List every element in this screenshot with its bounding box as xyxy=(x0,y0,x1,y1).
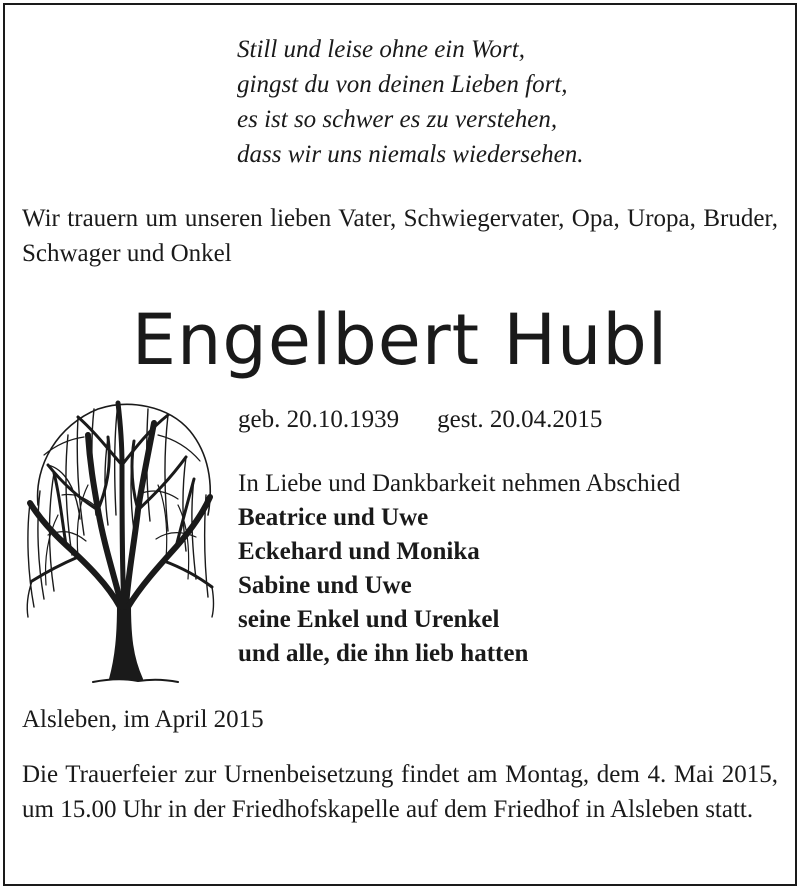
death-date: gest. 20.04.2015 xyxy=(437,406,603,433)
poem-line: es ist so schwer es zu verstehen, xyxy=(237,106,558,133)
mourner-item: Beatrice und Uwe xyxy=(238,504,429,531)
life-dates xyxy=(238,402,602,437)
mourner-item: und alle, die ihn lieb hatten xyxy=(238,640,529,667)
birth-date: geb. 20.10.1939 xyxy=(238,406,400,433)
poem-line: dass wir uns niemals wiedersehen. xyxy=(237,141,584,168)
farewell-lead: In Liebe und Dankbarkeit nehmen Abschied xyxy=(238,470,681,497)
poem xyxy=(237,32,584,172)
place-date: Alsleben, im April 2015 xyxy=(22,706,264,733)
mourner-item: Eckehard und Monika xyxy=(238,538,480,565)
farewell-block xyxy=(238,467,680,671)
mourner-list xyxy=(238,501,680,671)
mourner-item: seine Enkel und Urenkel xyxy=(238,606,500,633)
mourner-item: Sabine und Uwe xyxy=(238,572,412,599)
weeping-willow-tree-icon xyxy=(18,395,218,690)
mourning-intro: Wir trauern um unseren lieben Vater, Schwiegervater, Opa, Uropa, Bruder, Schwager und Onkel xyxy=(22,205,778,267)
deceased-name: Engelbert Hubl xyxy=(131,299,669,381)
poem-line: gingst du von deinen Lieben fort, xyxy=(237,71,568,98)
funeral-notice: Die Trauerfeier zur Urnenbeisetzung findet am Montag, dem 4. Mai 2015, um 15.00 Uhr in der Friedhofskapelle auf dem Friedhof in Alsleben statt. xyxy=(22,761,778,823)
poem-line: Still und leise ohne ein Wort, xyxy=(237,36,525,63)
